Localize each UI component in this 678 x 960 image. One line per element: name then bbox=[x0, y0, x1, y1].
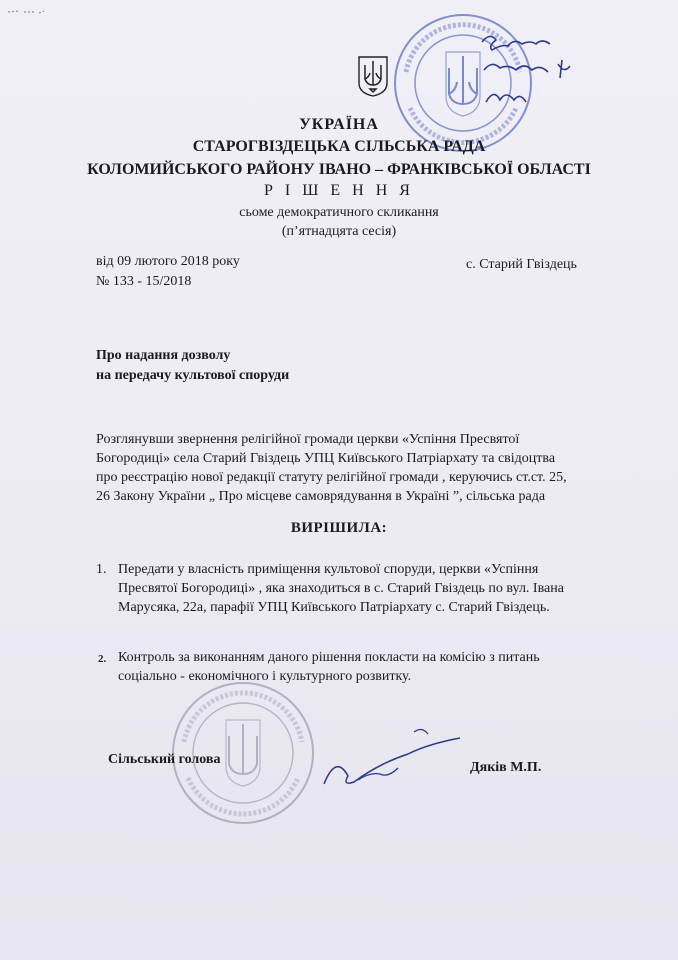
item-text: Передати у власність приміщення культової споруди, церкви «Успіння Пресвятої Богородиці» , яка знаходиться в с. Старий Гвіздець по вул. Івана Марусяка, 22а, парафії УПЦ Київського Патріархату с. Старий Гвіздець. bbox=[118, 562, 564, 615]
item-number: 1. bbox=[96, 562, 107, 577]
subject-line-1: Про надання дозволу bbox=[96, 348, 231, 363]
item-number: 2. bbox=[98, 653, 107, 665]
convocation-line: сьоме демократичного скликання bbox=[239, 205, 439, 220]
district-heading: КОЛОМИЙСЬКОГО РАЙОНУ ІВАНО – ФРАНКІВСЬКОЇ ОБЛАСТІ bbox=[87, 161, 591, 178]
decision-number: № 133 - 15/2018 bbox=[96, 274, 192, 289]
decision-date: від 09 лютого 2018 року bbox=[96, 254, 240, 269]
session-line: (п’ятнадцята сесія) bbox=[281, 224, 397, 239]
handwritten-signature bbox=[318, 724, 468, 796]
subject-line-2: на передачу культової споруди bbox=[96, 368, 290, 383]
signatory-name: Дяків М.П. bbox=[470, 760, 542, 775]
item-text: Контроль за виконанням даного рішення покласти на комісію з питань соціально - економічного і культурного розвитку. bbox=[118, 650, 540, 684]
document-type: Р І Ш Е Н Н Я bbox=[264, 182, 414, 199]
signature-title: Сільський голова bbox=[108, 752, 221, 767]
paper-mark bbox=[6, 8, 46, 16]
handwritten-annotation bbox=[478, 30, 578, 120]
decision-subject bbox=[96, 346, 289, 386]
council-heading: СТАРОГВІЗДЕЦЬКА СІЛЬСЬКА РАДА bbox=[192, 138, 486, 155]
country-heading: УКРАЇНА bbox=[299, 116, 379, 133]
trident-emblem-icon bbox=[357, 55, 389, 97]
decision-item-2 bbox=[98, 648, 588, 686]
decision-place: с. Старий Гвіздець bbox=[466, 257, 577, 272]
preamble-paragraph: Розглянувши звернення релігійної громади церкви «Успіння Пресвятої Богородиці» села Старий Гвіздець УПЦ Київського Патріархату та свідоцтва про реєстрацію нової редакції статуту релігійної громади , керуючись ст.ст. 25, 26 Закону України „ Про місцеве самоврядування в Україні ”, сільська рада bbox=[96, 432, 567, 504]
decision-item-1 bbox=[96, 560, 588, 617]
resolved-heading: ВИРІШИЛА: bbox=[290, 520, 388, 536]
